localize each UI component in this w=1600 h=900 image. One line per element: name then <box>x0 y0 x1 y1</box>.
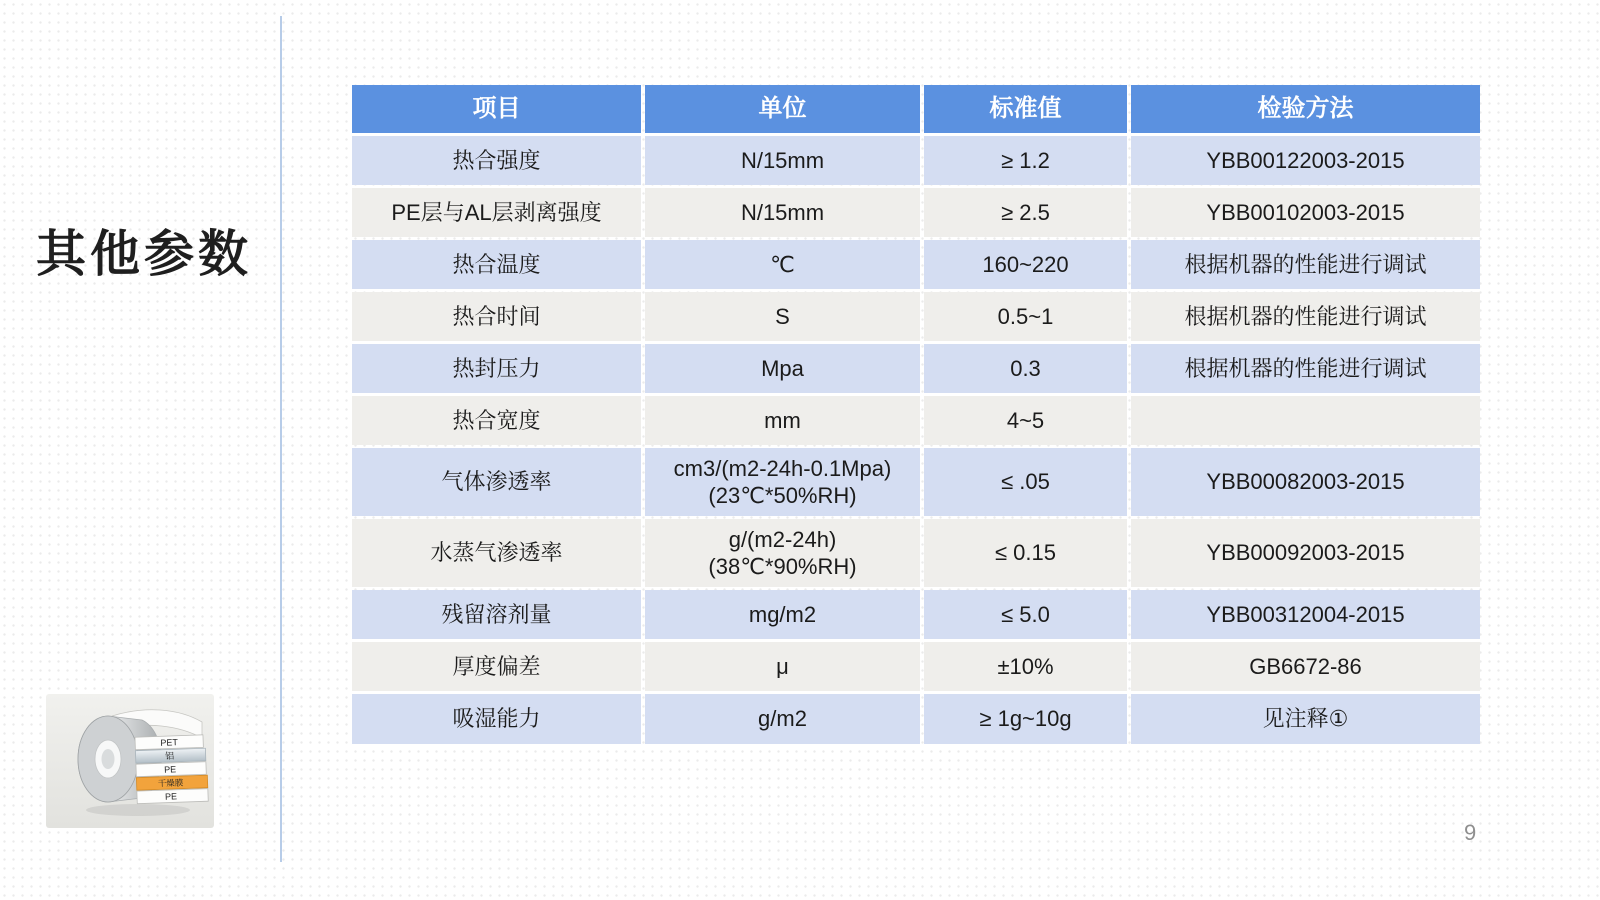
table-cell-value: ±10% <box>924 642 1127 691</box>
table-cell-unit <box>645 519 920 587</box>
unit-line-1: cm3/(m2-24h-0.1Mpa) <box>673 455 892 481</box>
table-cell-value: ≥ 2.5 <box>924 188 1127 237</box>
table-cell-unit: μ <box>645 642 920 691</box>
table-cell-method: YBB00092003-2015 <box>1131 519 1480 587</box>
table-cell-value: ≤ .05 <box>924 448 1127 516</box>
roll-shadow <box>86 804 190 816</box>
table-cell-item: 水蒸气渗透率 <box>352 519 641 587</box>
unit-line-1: g/(m2-24h) <box>728 526 837 552</box>
table-cell-method: 根据机器的性能进行调试 <box>1131 292 1480 341</box>
table-cell-method: GB6672-86 <box>1131 642 1480 691</box>
layer-al-label: 铝 <box>164 750 175 762</box>
table-cell-value: 0.5~1 <box>924 292 1127 341</box>
table-cell-value: 4~5 <box>924 396 1127 445</box>
table-cell-method <box>1131 396 1480 445</box>
table-cell-item: 热封压力 <box>352 344 641 393</box>
table-cell-method: 根据机器的性能进行调试 <box>1131 240 1480 289</box>
table-cell-method: YBB00122003-2015 <box>1131 136 1480 185</box>
column-header-item: 项目 <box>352 85 641 133</box>
table-cell-item: PE层与AL层剥离强度 <box>352 188 641 237</box>
column-header-unit: 单位 <box>645 85 920 133</box>
page-number: 9 <box>1464 820 1477 845</box>
table-cell-unit: g/m2 <box>645 694 920 744</box>
roll-core-hole <box>102 749 115 769</box>
unit-line-2: (38℃*90%RH) <box>708 554 857 579</box>
table-cell-value: ≤ 5.0 <box>924 590 1127 639</box>
column-header-method: 检验方法 <box>1131 85 1480 133</box>
table-cell-unit: Mpa <box>645 344 920 393</box>
page-title: 其他参数 <box>36 226 252 282</box>
table-cell-item: 吸湿能力 <box>352 694 641 744</box>
film-roll-image <box>46 694 214 828</box>
table-cell-item: 热合强度 <box>352 136 641 185</box>
layer-pet-label: PET <box>160 737 179 748</box>
layer-pe-2-label: PE <box>164 791 178 802</box>
layer-pe-1-label: PE <box>163 764 177 775</box>
table-cell-value: ≥ 1g~10g <box>924 694 1127 744</box>
table-cell-unit: mm <box>645 396 920 445</box>
table-cell-item: 热合温度 <box>352 240 641 289</box>
column-header-value: 标准值 <box>924 85 1127 133</box>
table-cell-item: 热合宽度 <box>352 396 641 445</box>
vertical-divider <box>280 16 282 862</box>
table-cell-method: 根据机器的性能进行调试 <box>1131 344 1480 393</box>
table-cell-value: ≤ 0.15 <box>924 519 1127 587</box>
table-cell-item: 厚度偏差 <box>352 642 641 691</box>
table-cell-method: YBB00312004-2015 <box>1131 590 1480 639</box>
table-cell-item: 残留溶剂量 <box>352 590 641 639</box>
table-cell-method: 见注释① <box>1131 694 1480 744</box>
table-cell-unit: mg/m2 <box>645 590 920 639</box>
parameters-table <box>352 85 1480 744</box>
unit-line-2: (23℃*50%RH) <box>708 483 857 508</box>
layer-desiccant-label: 干燥膜 <box>157 777 184 789</box>
table-cell-value: 160~220 <box>924 240 1127 289</box>
table-cell-method: YBB00082003-2015 <box>1131 448 1480 516</box>
table-cell-unit: S <box>645 292 920 341</box>
table-cell-unit: N/15mm <box>645 188 920 237</box>
table-cell-method: YBB00102003-2015 <box>1131 188 1480 237</box>
table-cell-unit <box>645 448 920 516</box>
table-cell-value: ≥ 1.2 <box>924 136 1127 185</box>
table-cell-value: 0.3 <box>924 344 1127 393</box>
table-cell-unit: ℃ <box>645 240 920 289</box>
table-cell-unit: N/15mm <box>645 136 920 185</box>
table-cell-item: 热合时间 <box>352 292 641 341</box>
table-cell-item: 气体渗透率 <box>352 448 641 516</box>
